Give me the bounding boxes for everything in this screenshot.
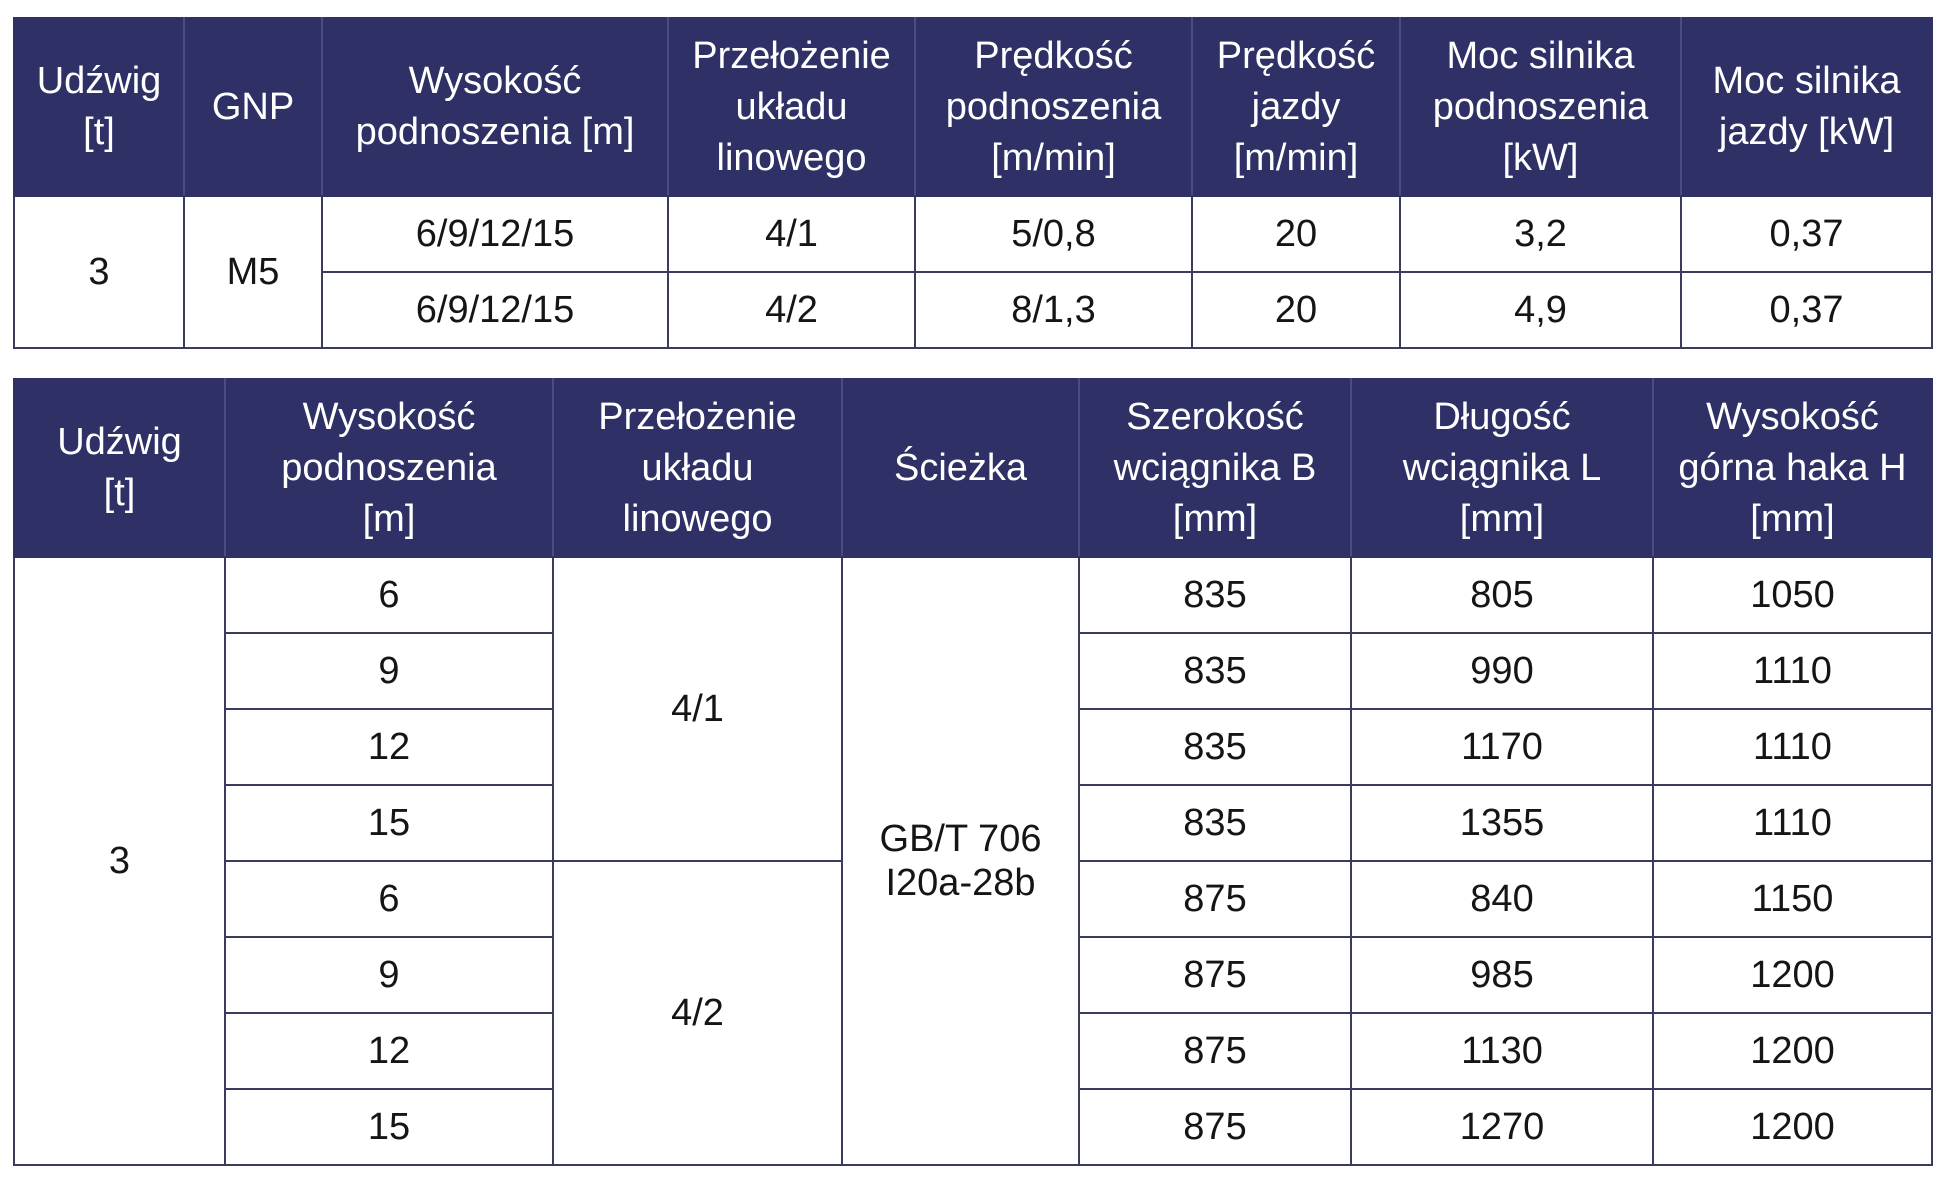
dim-ratio-cell: 4/2 (553, 861, 842, 1165)
spec-header-rope-ratio: Przełożenie układu linowego (668, 18, 915, 196)
table-cell: 835 (1079, 633, 1351, 709)
table-cell: 1270 (1351, 1089, 1653, 1165)
table-cell: 15 (225, 1089, 553, 1165)
spec-capacity-cell: 3 (14, 196, 184, 348)
table-cell: 20 (1192, 196, 1400, 272)
dim-header-capacity: Udźwig [t] (14, 379, 225, 557)
dim-header-hoist-length: Długość wciągnika L [mm] (1351, 379, 1653, 557)
table-cell: 12 (225, 709, 553, 785)
table-cell: 20 (1192, 272, 1400, 348)
table-cell: 835 (1079, 557, 1351, 633)
table-cell: 1200 (1653, 937, 1932, 1013)
table-cell: 1150 (1653, 861, 1932, 937)
spec-header-lift-motor-power: Moc silnika podnoszenia [kW] (1400, 18, 1681, 196)
spec-header-travel-speed: Prędkość jazdy [m/min] (1192, 18, 1400, 196)
table-cell: 8/1,3 (915, 272, 1192, 348)
table-cell: 1110 (1653, 785, 1932, 861)
table-cell: 835 (1079, 785, 1351, 861)
table-cell: 1130 (1351, 1013, 1653, 1089)
dim-ratio-cell: 4/1 (553, 557, 842, 861)
table-cell: 875 (1079, 861, 1351, 937)
spec-header-lift-speed: Prędkość podnoszenia [m/min] (915, 18, 1192, 196)
table-cell: 1200 (1653, 1089, 1932, 1165)
table-cell: 835 (1079, 709, 1351, 785)
table-cell: 9 (225, 633, 553, 709)
spec-header-capacity: Udźwig [t] (14, 18, 184, 196)
spec-header-travel-motor-power: Moc silnika jazdy [kW] (1681, 18, 1932, 196)
table-cell: 840 (1351, 861, 1653, 937)
table-cell: 805 (1351, 557, 1653, 633)
table-cell: 9 (225, 937, 553, 1013)
table-cell: 1355 (1351, 785, 1653, 861)
table-row (14, 557, 1932, 633)
table-cell: 1200 (1653, 1013, 1932, 1089)
spec-header-row (14, 18, 1932, 196)
spec-gnp-cell: M5 (184, 196, 322, 348)
dim-track-cell: GB/T 706 I20a-28b (842, 557, 1079, 1165)
table-cell: 5/0,8 (915, 196, 1192, 272)
table-cell: 0,37 (1681, 272, 1932, 348)
table-cell: 6/9/12/15 (322, 196, 668, 272)
table-cell: 6 (225, 557, 553, 633)
table-cell: 0,37 (1681, 196, 1932, 272)
table-cell: 15 (225, 785, 553, 861)
table-cell: 875 (1079, 937, 1351, 1013)
table-cell: 1050 (1653, 557, 1932, 633)
table-cell: 1110 (1653, 633, 1932, 709)
table-cell: 985 (1351, 937, 1653, 1013)
dim-capacity-cell: 3 (14, 557, 225, 1165)
table-cell: 1110 (1653, 709, 1932, 785)
dim-header-track: Ścieżka (842, 379, 1079, 557)
dim-header-lift-height: Wysokość podnoszenia [m] (225, 379, 553, 557)
dim-header-row (14, 379, 1932, 557)
table-cell: 6 (225, 861, 553, 937)
table-cell: 4/2 (668, 272, 915, 348)
dim-header-rope-ratio: Przełożenie układu linowego (553, 379, 842, 557)
table-cell: 1170 (1351, 709, 1653, 785)
table-cell: 875 (1079, 1089, 1351, 1165)
table-cell: 990 (1351, 633, 1653, 709)
table-cell: 12 (225, 1013, 553, 1089)
table-cell: 6/9/12/15 (322, 272, 668, 348)
dimensions-table (13, 378, 1933, 1166)
spec-header-lift-height: Wysokość podnoszenia [m] (322, 18, 668, 196)
table-cell: 4/1 (668, 196, 915, 272)
table-cell: 4,9 (1400, 272, 1681, 348)
table-cell: 3,2 (1400, 196, 1681, 272)
spec-header-gnp: GNP (184, 18, 322, 196)
dim-header-hoist-width: Szerokość wciągnika B [mm] (1079, 379, 1351, 557)
table-cell: 875 (1079, 1013, 1351, 1089)
dim-header-hook-height: Wysokość górna haka H [mm] (1653, 379, 1932, 557)
specification-table (13, 17, 1933, 349)
table-row (14, 196, 1932, 272)
